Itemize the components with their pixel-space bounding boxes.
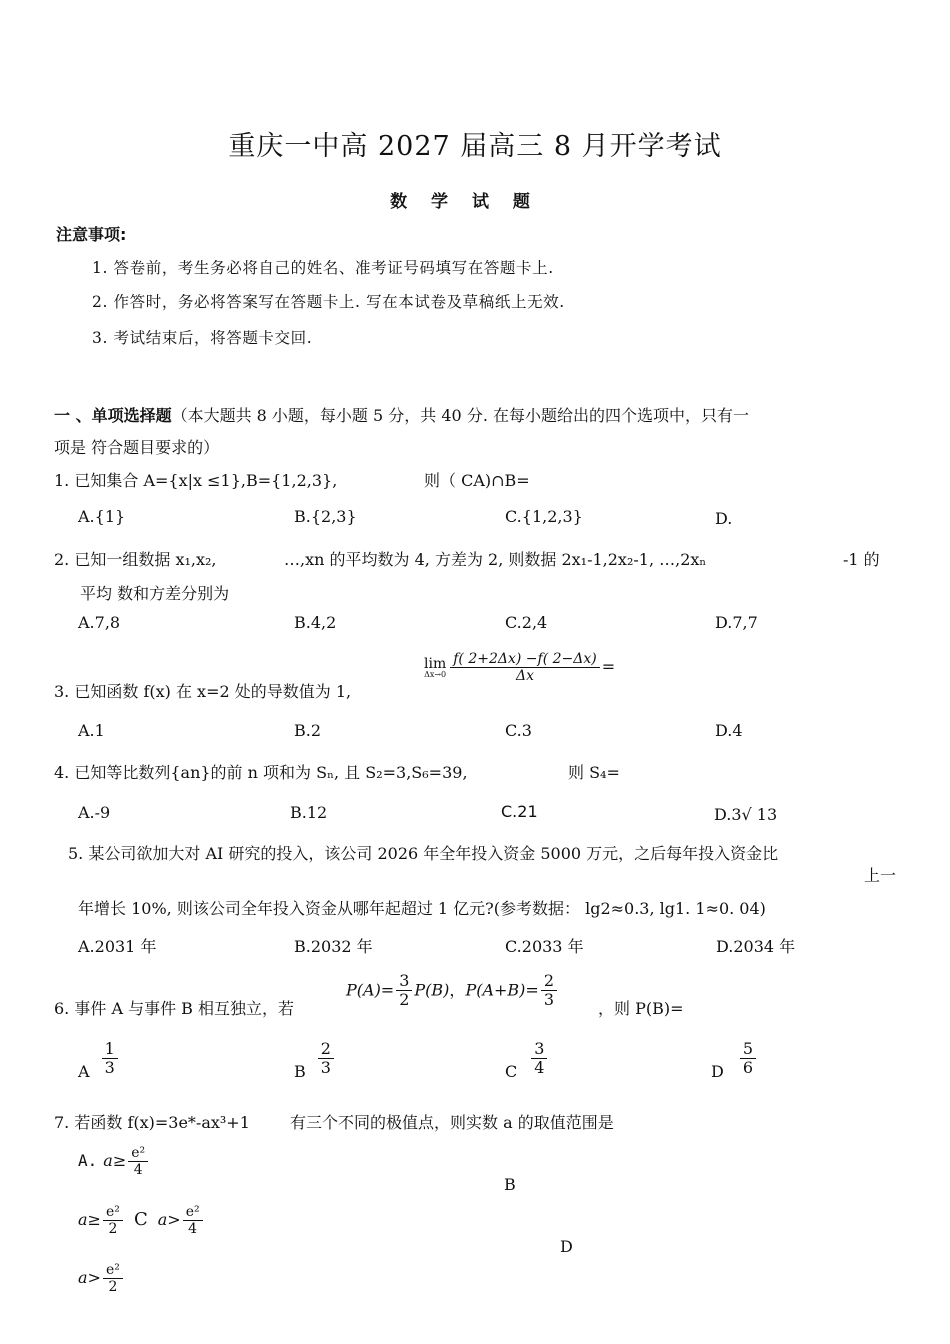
q1-stem-a: 1. 已知集合 A={x|x ≤1},B={1,2,3}, <box>54 471 338 490</box>
q3-option-c: C.3 <box>505 721 532 740</box>
section-1-desc: （本大题共 8 小题，每小题 5 分，共 40 分. 在每小题给出的四个选项中，只有一 <box>171 406 749 425</box>
section-1-header <box>54 403 749 426</box>
q3-lim-text: lim <box>424 655 447 672</box>
notice-heading: 注意事项: <box>56 225 127 244</box>
q7-option-d-var: a <box>78 1268 88 1288</box>
q6-option-a-fraction <box>102 1040 118 1078</box>
q1-option-a: A.{1} <box>78 507 126 526</box>
q2-option-b: B.4,2 <box>294 613 337 632</box>
q6-option-c-fraction <box>531 1040 547 1078</box>
q6-pab-fraction <box>541 972 557 1010</box>
q7-option-a-num: e² <box>128 1145 148 1162</box>
q2-stem-c: -1 的 <box>843 550 880 569</box>
q5-stem-wrap: 上一 <box>864 866 897 885</box>
q3-option-d: D.4 <box>715 721 743 740</box>
q3-option-b: B.2 <box>294 721 322 740</box>
q2-option-a: A.7,8 <box>78 613 121 632</box>
q7-option-a <box>78 1145 150 1178</box>
q7-option-a-label: A. <box>78 1151 98 1171</box>
q6-option-b-letter: B <box>294 1062 306 1082</box>
q7-option-a-var: a <box>103 1151 113 1171</box>
q6-option-a-num: 1 <box>102 1040 118 1059</box>
q6-condition <box>346 972 559 1010</box>
q4-option-c: C.21 <box>501 802 538 821</box>
q6-option-d-num: 5 <box>740 1040 756 1059</box>
q7-option-b-var: a <box>78 1210 88 1230</box>
q7-option-c-fraction <box>183 1204 203 1237</box>
q3-lim-sub: Δx→0 <box>424 669 447 679</box>
section-1-desc-cont: 项是 符合题目要求的） <box>54 438 220 457</box>
q2-option-d: D.7,7 <box>715 613 758 632</box>
q4-option-d: D.3√ 13 <box>714 805 778 824</box>
q6-stem-b: ，则 P(B)= <box>598 999 684 1018</box>
q6-option-c-num: 3 <box>531 1040 547 1059</box>
q3-limit-expression <box>424 651 615 684</box>
q2-stem-line2: 平均 数和方差分别为 <box>80 584 230 603</box>
q6-option-b <box>294 1040 336 1081</box>
q7-option-a-fraction <box>128 1145 148 1178</box>
q6-option-c <box>505 1040 549 1081</box>
q5-option-c: C.2033 年 <box>505 937 584 956</box>
q7-option-c-label: C <box>133 1209 148 1231</box>
q7-stem-a: 7. 若函数 f(x)=3e*-ax³+1 <box>54 1113 250 1132</box>
exam-title: 重庆一中高 2027 届高三 8 月开学考试 <box>228 131 722 162</box>
q7-option-b-fraction <box>103 1204 123 1237</box>
q7-option-a-op: ≥ <box>112 1151 127 1171</box>
notice-item: 3. 考试结束后，将答题卡交回. <box>92 329 313 347</box>
q6-pab-den: 3 <box>543 990 554 1010</box>
q5-option-a: A.2031 年 <box>78 937 157 956</box>
q6-pa-den: 2 <box>399 990 410 1010</box>
q6-option-d-den: 6 <box>742 1058 754 1078</box>
q7-option-b-label: B <box>504 1175 516 1194</box>
q7-option-d-fraction <box>103 1262 123 1295</box>
q6-pab: P(A+B)= <box>465 980 539 1000</box>
q6-option-c-letter: C <box>505 1062 518 1082</box>
q6-option-a-den: 3 <box>104 1058 115 1078</box>
q7-option-d <box>78 1262 125 1295</box>
q6-stem-a: 6. 事件 A 与事件 B 相互独立，若 <box>54 999 295 1018</box>
q3-numerator: f( 2+2Δx) −f( 2−Δx) <box>450 651 600 668</box>
q6-pa-num: 3 <box>396 972 412 991</box>
q6-option-a <box>78 1040 120 1081</box>
q7-option-a-den: 4 <box>133 1162 143 1179</box>
q5-option-d: D.2034 年 <box>716 937 796 956</box>
q7-option-c-var: a <box>157 1210 168 1230</box>
q6-pb: P(B) <box>414 980 450 1000</box>
q6-pa-fraction <box>396 972 412 1010</box>
q7-option-d-den: 2 <box>108 1279 118 1296</box>
q2-option-c: C.2,4 <box>505 613 548 632</box>
q6-pab-num: 2 <box>541 972 557 991</box>
q3-option-a: A.1 <box>78 721 105 740</box>
q6-option-a-letter: A <box>78 1062 90 1082</box>
q6-comma: ， <box>449 980 466 1000</box>
q3-equals: = <box>601 657 616 677</box>
q1-option-c: C.{1,2,3} <box>505 507 583 526</box>
q1-stem-b: 则（ CA)∩B= <box>424 471 530 490</box>
q6-pa: P(A)= <box>346 980 395 1000</box>
q6-option-d-fraction <box>740 1040 756 1078</box>
section-1-label: 一 、单项选择题 <box>54 406 172 425</box>
q7-option-b-op: ≥ <box>87 1210 101 1230</box>
q5-stem-line2: 年增长 10%, 则该公司全年投入资金从哪年起超过 1 亿元?(参考数据： lg2≈0.3, lg1. 1≈0. 04) <box>78 899 766 918</box>
q2-stem-b: …,xn 的平均数为 4, 方差为 2, 则数据 2x₁-1,2x₂-1, …,2xₙ <box>284 550 707 569</box>
q6-option-b-den: 3 <box>320 1058 331 1078</box>
q4-option-a: A.-9 <box>78 803 111 822</box>
q7-option-c-op: > <box>167 1210 181 1230</box>
q7-stem-b: 有三个不同的极值点，则实数 a 的取值范围是 <box>290 1113 614 1132</box>
q6-option-d <box>711 1040 758 1081</box>
q7-option-b-den: 2 <box>108 1221 118 1238</box>
q4-option-b: B.12 <box>290 803 328 822</box>
q6-option-b-num: 2 <box>318 1040 334 1059</box>
q6-option-d-letter: D <box>711 1062 724 1082</box>
q3-denominator: Δx <box>515 668 534 685</box>
notice-item: 2. 作答时，务必将答案写在答题卡上. 写在本试卷及草稿纸上无效. <box>92 293 565 311</box>
q1-option-b: B.{2,3} <box>294 507 357 526</box>
q6-option-b-fraction <box>318 1040 334 1078</box>
q7-option-d-num: e² <box>103 1262 123 1279</box>
notice-item: 1. 答卷前，考生务必将自己的姓名、准考证号码填写在答题卡上. <box>92 259 554 277</box>
q3-stem: 3. 已知函数 f(x) 在 x=2 处的导数值为 1, <box>54 682 352 701</box>
q1-option-d: D. <box>715 509 733 528</box>
q7-option-d-op: > <box>87 1268 101 1288</box>
exam-subtitle: 数 学 试 题 <box>390 192 530 212</box>
q5-option-b: B.2032 年 <box>294 937 373 956</box>
q3-fraction <box>450 651 600 684</box>
q7-option-c-num: e² <box>183 1204 203 1221</box>
q3-lim <box>424 657 446 679</box>
q7-option-b <box>78 1204 205 1237</box>
q4-stem-a: 4. 已知等比数列{an}的前 n 项和为 Sₙ, 且 S₂=3,S₆=39, <box>54 763 468 782</box>
q7-option-c-den: 4 <box>188 1221 198 1238</box>
q6-option-c-den: 4 <box>534 1058 545 1078</box>
q7-option-b-num: e² <box>103 1204 123 1221</box>
q5-stem-line1: 5. 某公司欲加大对 AI 研究的投入，该公司 2026 年全年投入资金 5000 万元，之后每年投入资金比 <box>68 844 779 863</box>
q4-stem-b: 则 S₄= <box>568 763 620 782</box>
q2-stem-a: 2. 已知一组数据 x₁,x₂, <box>54 550 217 569</box>
q7-option-d-label: D <box>560 1237 573 1256</box>
